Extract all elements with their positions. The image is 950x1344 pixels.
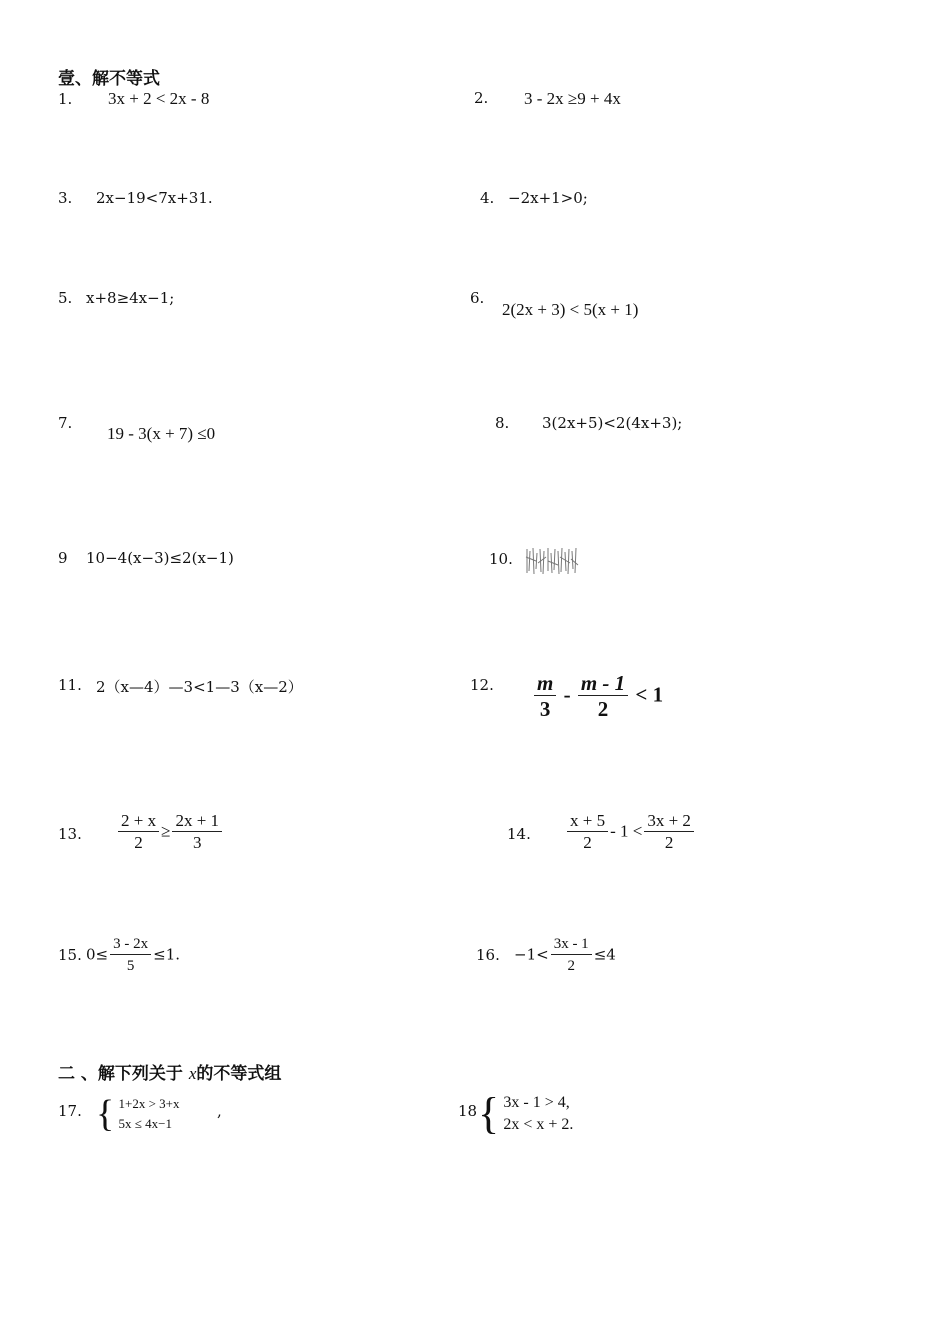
problem-7-number: 7. xyxy=(58,414,73,432)
p14-frac1-numerator: x + 5 xyxy=(567,811,608,832)
p12-frac1-numerator: m xyxy=(534,671,556,696)
problem-11-expression: 2（x—4）—3<1—3（x—2） xyxy=(96,678,303,696)
problem-4-expression: −2x+1>0; xyxy=(508,189,588,207)
p14-middle: - 1 < xyxy=(610,821,643,841)
p16-rhs: ≤4 xyxy=(593,945,616,964)
section-2-title-var: x xyxy=(188,1064,197,1083)
problem-4-number: 4. xyxy=(480,189,495,207)
p15-rhs: ≤1. xyxy=(153,945,181,964)
p15-numerator: 3 - 2x xyxy=(110,934,151,955)
p18-brace: { xyxy=(478,1089,500,1138)
problem-8-expression: 3(2x+5)<2(4x+3); xyxy=(542,414,683,432)
section-2-title xyxy=(58,1059,281,1084)
p13-frac1-numerator: 2 + x xyxy=(118,811,159,832)
problem-13-expression xyxy=(116,811,224,854)
p18-line2: 2x < x + 2. xyxy=(503,1116,574,1133)
problem-1-expression: 3x + 2 < 2x - 8 xyxy=(108,89,210,108)
problem-2-expression: 3 - 2x ≥9 + 4x xyxy=(524,89,621,108)
p18-line1: 3x - 1 > 4, xyxy=(503,1094,570,1111)
p17-brace: { xyxy=(96,1093,115,1135)
problem-8-number: 8. xyxy=(495,414,510,432)
p15-lhs: 0≤ xyxy=(86,945,109,964)
p13-frac2-denominator: 3 xyxy=(192,833,202,852)
p12-frac2-denominator: 2 xyxy=(597,697,609,721)
problem-17-number: 17. xyxy=(58,1102,82,1120)
p12-operator: - xyxy=(563,682,571,707)
p14-frac2-numerator: 3x + 2 xyxy=(644,811,694,832)
problem-2-number: 2. xyxy=(474,89,489,107)
problem-5-number: 5. xyxy=(58,289,73,307)
problem-6-expression: 2(2x + 3) < 5(x + 1) xyxy=(502,300,639,319)
problem-10-number: 10. xyxy=(489,550,513,568)
problem-3-expression: 2x−19<7x+31. xyxy=(96,189,213,207)
section-2-title-post: 的不等式组 xyxy=(196,1064,282,1084)
p15-denominator: 5 xyxy=(126,958,135,974)
p12-frac1-denominator: 3 xyxy=(539,697,551,721)
section-1-title: 壹、解不等式 xyxy=(58,69,160,89)
p17-line1: 1+2x > 3+x xyxy=(118,1096,180,1111)
problem-14-expression xyxy=(565,811,696,854)
p14-frac2-denominator: 2 xyxy=(664,833,674,852)
p13-operator: ≥ xyxy=(161,821,171,841)
problem-15-expression xyxy=(86,934,180,977)
p17-line2: 5x ≤ 4x−1 xyxy=(118,1116,172,1131)
problem-16-expression xyxy=(514,934,616,977)
problem-11-number: 11. xyxy=(58,676,82,694)
p12-rhs: < 1 xyxy=(635,682,664,707)
section-2-title-pre: 二 、解下列关于 xyxy=(58,1064,183,1084)
problem-1-number: 1. xyxy=(58,90,73,108)
problem-3-number: 3. xyxy=(58,189,73,207)
problem-6-number: 6. xyxy=(470,289,485,307)
problem-12-number: 12. xyxy=(470,676,494,694)
problem-15-number: 15. xyxy=(58,946,82,964)
p16-numerator: 3x - 1 xyxy=(551,934,592,955)
p13-frac1-denominator: 2 xyxy=(134,833,143,852)
p12-frac2-numerator: m - 1 xyxy=(578,671,628,696)
problem-10-garbled-image xyxy=(524,545,580,577)
problem-13-number: 13. xyxy=(58,825,82,843)
problem-18-system xyxy=(478,1089,574,1138)
problem-14-number: 14. xyxy=(507,825,531,843)
p13-frac2-numerator: 2x + 1 xyxy=(172,811,222,832)
problem-7-expression: 19 - 3(x + 7) ≤0 xyxy=(107,424,216,443)
problem-9-number: 9 xyxy=(58,549,68,567)
p16-lhs: −1< xyxy=(514,945,549,964)
problem-17-system xyxy=(96,1094,180,1134)
problem-12-expression xyxy=(532,671,663,722)
problem-17-tail: , xyxy=(217,1102,222,1120)
problem-5-expression: x+8≥4x−1; xyxy=(86,289,175,307)
p14-frac1-denominator: 2 xyxy=(583,833,592,852)
problem-9-expression: 10−4(x−3)≤2(x−1) xyxy=(86,549,234,567)
problem-16-number: 16. xyxy=(476,946,500,964)
problem-18-number: 18 xyxy=(458,1102,478,1120)
p16-denominator: 2 xyxy=(567,958,575,974)
